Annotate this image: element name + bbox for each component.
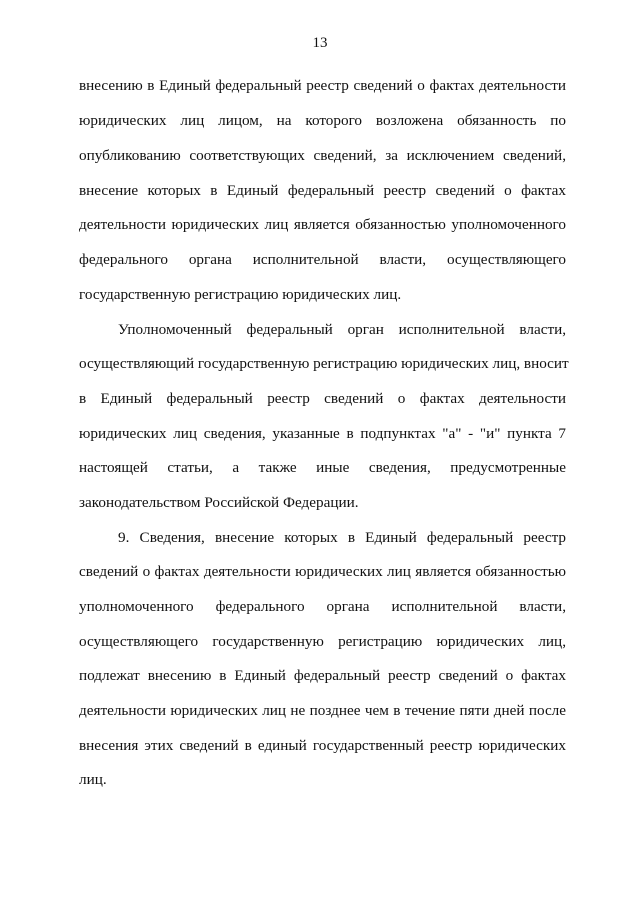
page-number: 13 [312, 35, 328, 51]
paragraph-1-line-4: внесение которых в Единый федеральный реестр сведений о фактах [79, 182, 566, 199]
paragraph-1-line-2: юридических лиц лицом, на которого возложена обязанность по [79, 112, 566, 129]
paragraph-1-line-1: внесению в Единый федеральный реестр сведений о фактах деятельности [79, 77, 566, 94]
paragraph-3-line-5: подлежат внесению в Единый федеральный реестр сведений о фактах [79, 667, 566, 684]
paragraph-2-line-2: осуществляющий государственную регистрацию юридических лиц, вносит [79, 355, 569, 372]
paragraph-2-line-3: в Единый федеральный реестр сведений о фактах деятельности [79, 390, 566, 407]
paragraph-1-line-5: деятельности юридических лиц является обязанностью уполномоченного [79, 216, 566, 233]
paragraph-1-line-7: государственную регистрацию юридических лиц. [79, 286, 402, 303]
paragraph-3-line-6: деятельности юридических лиц не позднее чем в течение пяти дней после [79, 702, 566, 719]
paragraph-2-line-4: юридических лиц сведения, указанные в подпунктах "а" - "и" пункта 7 [79, 425, 566, 442]
paragraph-3-line-7: внесения этих сведений в единый государственный реестр юридических [79, 737, 566, 754]
paragraph-3-line-8: лиц. [79, 771, 107, 788]
paragraph-1-line-3: опубликованию соответствующих сведений, за исключением сведений, [79, 147, 566, 164]
paragraph-3-line-3: уполномоченного федерального органа исполнительной власти, [79, 598, 566, 615]
paragraph-3-line-2: сведений о фактах деятельности юридических лиц является обязанностью [79, 563, 566, 580]
paragraph-1-line-6: федерального органа исполнительной власти, осуществляющего [79, 251, 566, 268]
paragraph-3-line-1: 9. Сведения, внесение которых в Единый федеральный реестр [118, 529, 566, 546]
paragraph-2-line-1: Уполномоченный федеральный орган исполнительной власти, [118, 321, 566, 338]
paragraph-2-line-5: настоящей статьи, а также иные сведения, предусмотренные [79, 459, 566, 476]
paragraph-3-line-4: осуществляющего государственную регистрацию юридических лиц, [79, 633, 566, 650]
paragraph-2-line-6: законодательством Российской Федерации. [79, 494, 359, 511]
